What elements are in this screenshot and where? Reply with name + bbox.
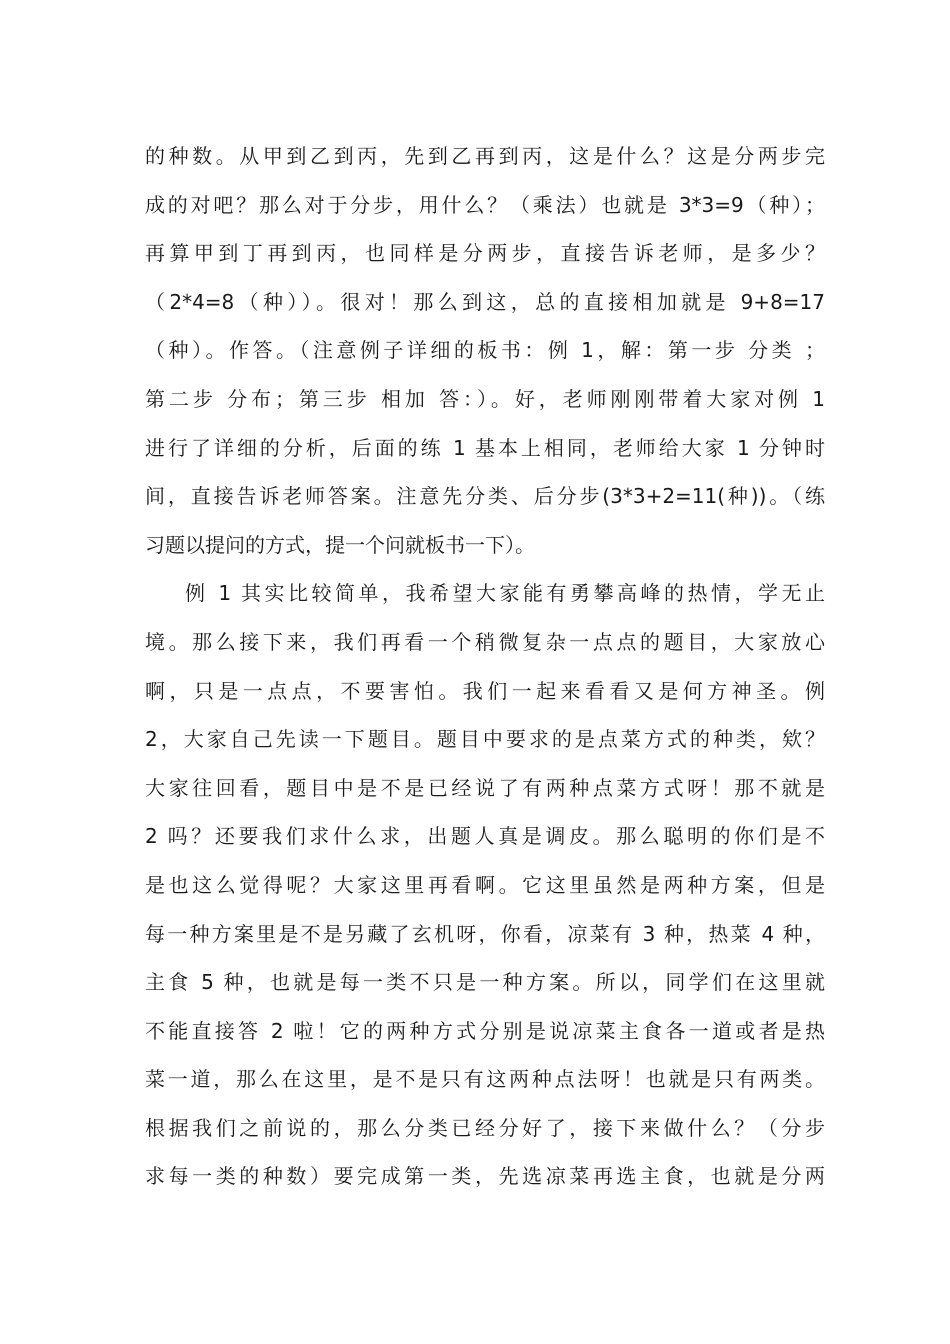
text-line: 2 吗？还要我们求什么求，出题人真是调皮。那么聪明的你们是不 [145,824,825,849]
text-line: 成的对吧？那么对于分步，用什么？（乘法）也就是 3*3=9（种）； [145,192,825,217]
text-line: 再算甲到丁再到丙，也同样是分两步，直接告诉老师，是多少？ [145,241,825,266]
text-line: （2*4=8（种））。很对！那么到这，总的直接相加就是 9+8=17 [145,289,825,314]
text-line: 第二步 分布；第三步 相加 答：）。好，老师刚刚带着大家对例 1 [145,386,825,411]
text-line: 主食 5 种，也就是每一类不只是一种方案。所以，同学们在这里就 [145,970,825,995]
text-line: 根据我们之前说的，那么分类已经分好了，接下来做什么？（分步 [145,1115,825,1140]
text-line: 啊，只是一点点，不要害怕。我们一起来看看又是何方神圣。例 [145,678,825,703]
text-line: 间，直接告诉老师答案。注意先分类、后分步(3*3+2=11(种))。（练 [145,484,825,509]
text-line: 2，大家自己先读一下题目。题目中要求的是点菜方式的种类，欸？ [145,727,825,752]
text-line: 求每一类的种数）要完成第一类，先选凉菜再选主食，也就是分两 [145,1164,825,1189]
text-line: 每一种方案里是不是另藏了玄机呀，你看，凉菜有 3 种，热菜 4 种， [145,921,825,946]
text-line: 进行了详细的分析，后面的练 1 基本上相同，老师给大家 1 分钟时 [145,435,825,460]
text-line: （种）。作答。（注意例子详细的板书：例 1，解：第一步 分类 ； [145,338,825,363]
text-line: 是也这么觉得呢？大家这里再看啊。它这里虽然是两种方案，但是 [145,872,825,897]
text-line: 境。那么接下来，我们再看一个稍微复杂一点点的题目，大家放心 [145,629,825,654]
document-body [145,132,825,1201]
text-line: 不能直接答 2 啦！它的两种方式分别是说凉菜主食各一道或者是热 [145,1018,825,1043]
text-line: 习题以提问的方式，提一个问就板书一下）。 [145,532,535,557]
text-line: 例 1 其实比较简单，我希望大家能有勇攀高峰的热情，学无止 [185,581,825,606]
text-line: 菜一道，那么在这里，是不是只有这两种点法呀！也就是只有两类。 [145,1067,825,1092]
text-line: 大家往回看，题目中是不是已经说了有两种点菜方式呀！那不就是 [145,775,825,800]
text-line: 的种数。从甲到乙到丙，先到乙再到丙，这是什么？这是分两步完 [145,144,825,168]
